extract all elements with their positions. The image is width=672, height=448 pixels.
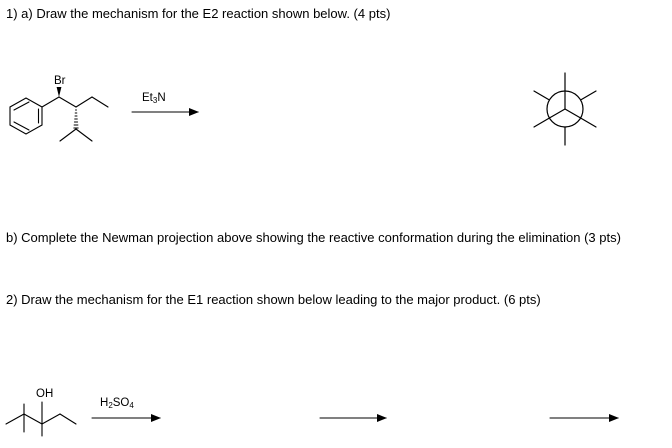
reagent-et3n: $Et_3N$ bbox=[142, 92, 166, 105]
bromine-label: Br bbox=[54, 75, 66, 87]
benzene-ring bbox=[10, 98, 42, 134]
solid-wedge bbox=[57, 87, 62, 97]
question-1b: b) Complete the Newman projection above showing the reactive conformation during the elimination (3 pts) bbox=[6, 230, 621, 245]
reagent-h2so4: $H_2SO_4$ bbox=[100, 397, 134, 410]
hashed-wedge bbox=[74, 110, 78, 128]
question-2: 2) Draw the mechanism for the E1 reaction shown below leading to the major product. (6 pts) bbox=[6, 292, 541, 307]
hydroxyl-label: OH bbox=[36, 388, 54, 400]
e1-substrate-chain bbox=[6, 402, 76, 436]
newman-projection bbox=[534, 73, 596, 145]
question-1a: 1) a) Draw the mechanism for the E2 reaction shown below. (4 pts) bbox=[6, 6, 391, 21]
